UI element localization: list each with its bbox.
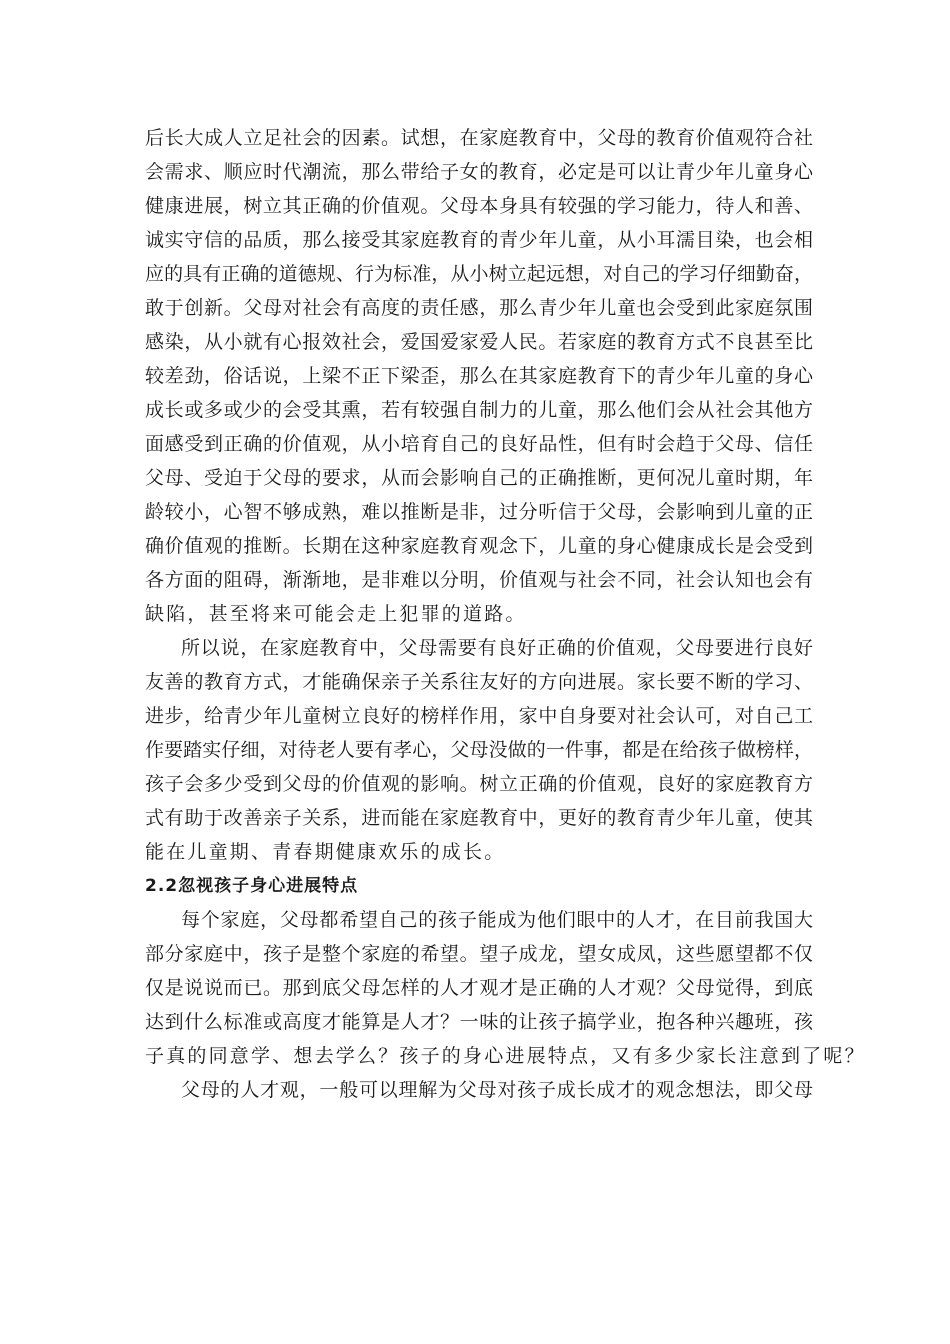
text-line: 健康进展，树立其正确的价值观。父母本身具有较强的学习能力，待人和善、 xyxy=(145,195,813,217)
text-line: 缺陷，甚至将来可能会走上犯罪的道路。 xyxy=(145,603,527,625)
text-line: 应的具有正确的道德规、行为标准，从小树立起远想，对自己的学习仔细勤奋， xyxy=(145,263,813,285)
text-line: 所以说，在家庭教育中，父母需要有良好正确的价值观，父母要进行良好 xyxy=(181,637,813,659)
document-body xyxy=(145,121,866,1107)
text-line: 式有助于改善亲子关系，进而能在家庭教育中，更好的教育青少年儿童，使其 xyxy=(145,807,813,829)
text-line: 较差劲，俗话说，上梁不正下梁歪，那么在其家庭教育下的青少年儿童的身心 xyxy=(145,365,813,387)
text-line: 面感受到正确的价值观，从小培育自己的良好品性，但有时会趋于父母、信任 xyxy=(145,433,813,455)
paragraph xyxy=(145,121,813,631)
paragraph xyxy=(145,1073,813,1107)
text-line: 孩子会多少受到父母的价值观的影响。树立正确的价值观，良好的家庭教育方 xyxy=(145,773,813,795)
text-line: 部分家庭中，孩子是整个家庭的希望。望子成龙，望女成凤，这些愿望都不仅 xyxy=(145,943,813,965)
text-line: 龄较小，心智不够成熟，难以推断是非，过分听信于父母，会影响到儿童的正 xyxy=(145,501,813,523)
text-line: 感染，从小就有心报效社会，爱国爱家爱人民。若家庭的教育方式不良甚至比 xyxy=(145,331,813,353)
text-line: 成长或多或少的会受其熏，若有较强自制力的儿童，那么他们会从社会其他方 xyxy=(145,399,813,421)
text-line: 仅是说说而已。那到底父母怎样的人才观才是正确的人才观？父母觉得，到底 xyxy=(145,977,813,999)
text-line: 确价值观的推断。长期在这种家庭教育观念下，儿童的身心健康成长是会受到 xyxy=(145,535,813,557)
text-line: 敢于创新。父母对社会有高度的责任感，那么青少年儿童也会受到此家庭氛围 xyxy=(145,297,813,319)
text-line: 父母的人才观，一般可以理解为父母对孩子成长成才的观念想法，即父母 xyxy=(181,1079,813,1101)
text-line: 诚实守信的品质，那么接受其家庭教育的青少年儿童，从小耳濡目染，也会相 xyxy=(145,229,813,251)
paragraph xyxy=(145,903,866,1073)
text-line: 每个家庭，父母都希望自己的孩子能成为他们眼中的人才，在目前我国大 xyxy=(181,909,813,931)
text-line: 后长大成人立足社会的因素。试想，在家庭教育中，父母的教育价值观符合社 xyxy=(145,127,813,149)
text-line: 会需求、顺应时代潮流，那么带给子女的教育，必定是可以让青少年儿童身心 xyxy=(145,161,813,183)
text-line: 达到什么标准或高度才能算是人才？一味的让孩子搞学业，抱各种兴趣班，孩 xyxy=(145,1011,813,1033)
paragraph xyxy=(145,631,813,869)
text-line: 子真的同意学、想去学么？孩子的身心进展特点，又有多少家长注意到了呢？ xyxy=(145,1045,866,1067)
text-line: 父母、受迫于父母的要求，从而会影响自己的正确推断，更何况儿童时期，年 xyxy=(145,467,813,489)
section-heading: 2.2忽视孩子身心进展特点 xyxy=(145,876,359,896)
text-line: 作要踏实仔细，对待老人要有孝心，父母没做的一件事，都是在给孩子做榜样， xyxy=(145,739,813,761)
text-line: 能在儿童期、青春期健康欢乐的成长。 xyxy=(145,841,506,863)
text-line: 各方面的阻碍，渐渐地，是非难以分明，价值观与社会不同，社会认知也会有 xyxy=(145,569,813,591)
text-line: 友善的教育方式，才能确保亲子关系往友好的方向进展。家长要不断的学习、 xyxy=(145,671,813,693)
text-line: 进步，给青少年儿童树立良好的榜样作用，家中自身要对社会认可，对自己工 xyxy=(145,705,813,727)
